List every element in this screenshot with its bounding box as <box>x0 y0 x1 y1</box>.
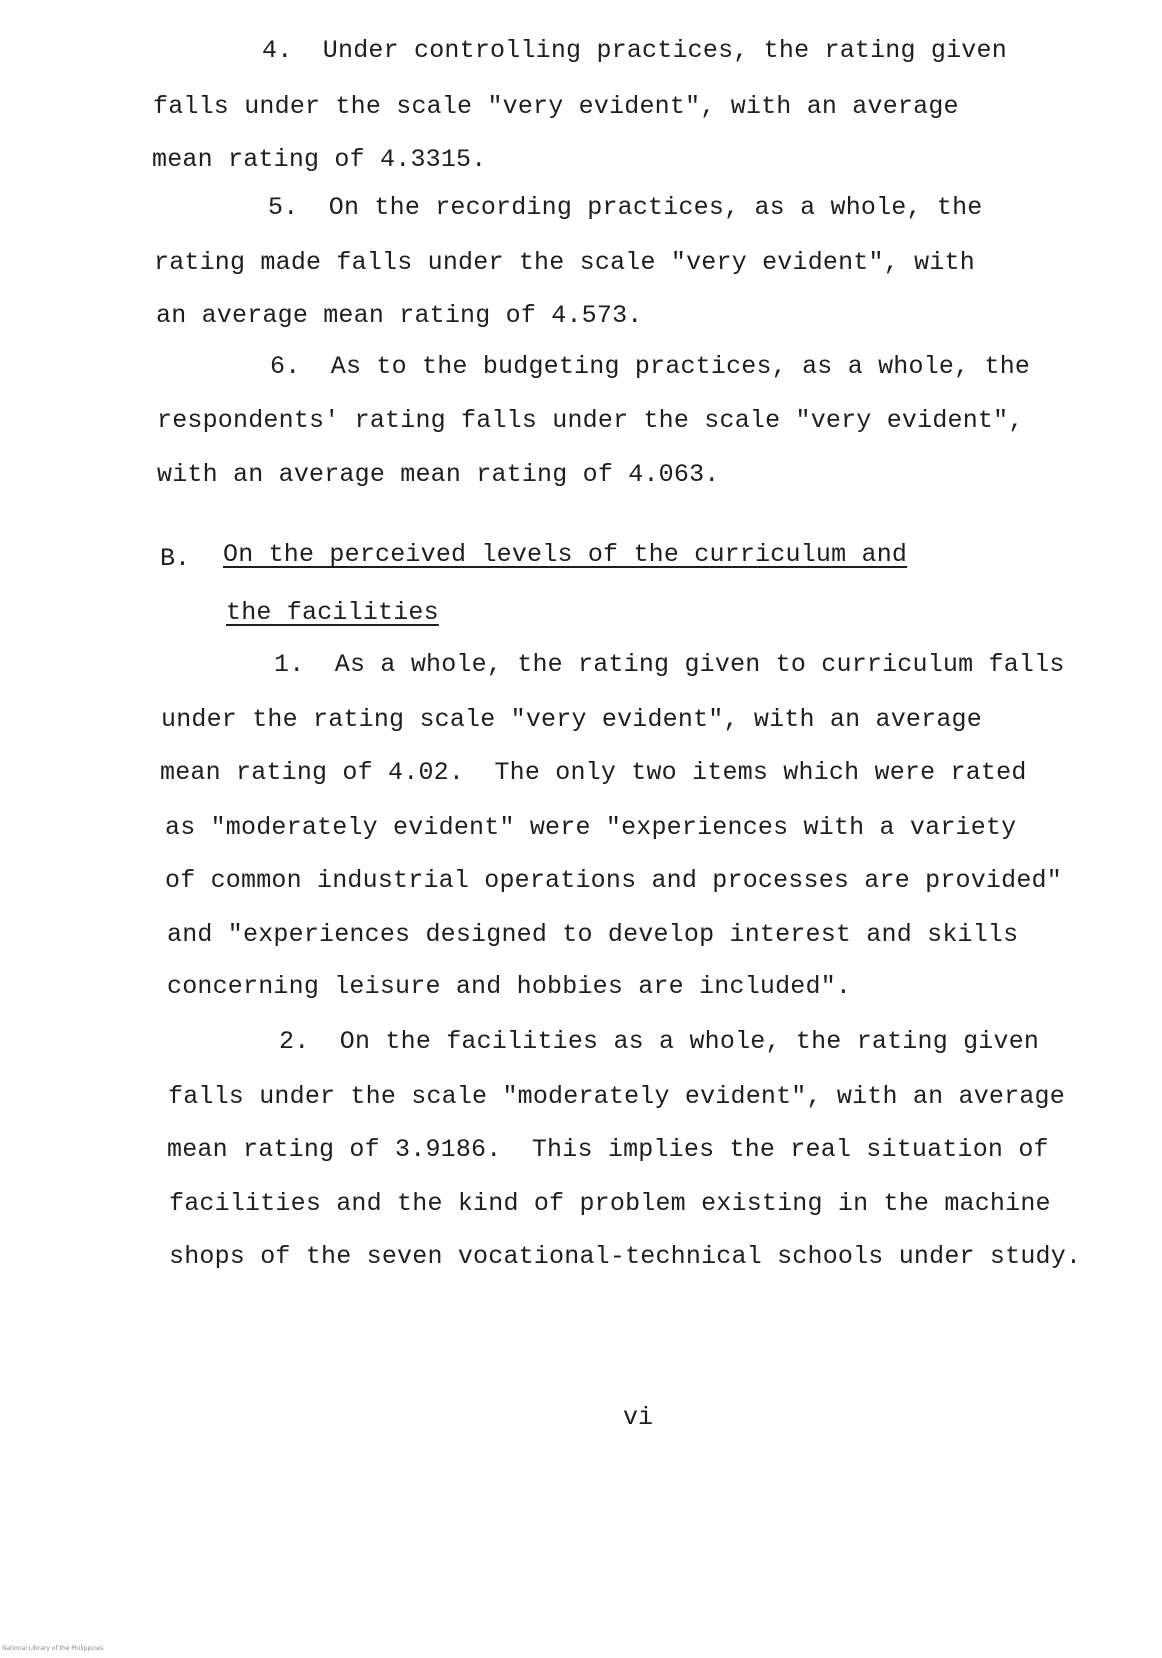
paragraph-6-line-3: with an average mean rating of 4.063. <box>157 460 720 489</box>
paragraph-4-line-1: 4. Under controlling practices, the rating given <box>262 36 1007 65</box>
section-b-paragraph-2-line-5: shops of the seven vocational-technical schools under study. <box>169 1242 1082 1271</box>
page-number: vi <box>623 1403 654 1432</box>
section-b-paragraph-2-line-1: 2. On the facilities as a whole, the rating given <box>279 1027 1040 1056</box>
paragraph-4-line-2: falls under the scale "very evident", with an average <box>153 92 959 121</box>
section-b-paragraph-2-line-2: falls under the scale "moderately evident", with an average <box>168 1082 1065 1111</box>
section-b-paragraph-1-line-1: 1. As a whole, the rating given to curriculum falls <box>274 650 1065 679</box>
paragraph-5-line-3: an average mean rating of 4.573. <box>156 301 643 330</box>
paragraph-6-line-2: respondents' rating falls under the scale "very evident", <box>157 406 1024 435</box>
section-b-paragraph-1-line-2: under the rating scale "very evident", with an average <box>161 705 982 734</box>
section-b-paragraph-2-line-4: facilities and the kind of problem existing in the machine <box>169 1189 1051 1218</box>
section-b-letter: B. <box>160 544 191 573</box>
section-b-paragraph-1-line-7: concerning leisure and hobbies are included". <box>167 972 852 1001</box>
section-b-paragraph-1-line-4: as "moderately evident" were "experiences with a variety <box>165 813 1017 842</box>
paragraph-6-line-1: 6. As to the budgeting practices, as a whole, the <box>270 352 1031 381</box>
scan-footer-note: National Library of the Philippines <box>2 1645 104 1652</box>
paragraph-4-line-3: mean rating of 4.3315. <box>152 145 487 174</box>
paragraph-5-line-2: rating made falls under the scale "very evident", with <box>154 248 975 277</box>
section-b-paragraph-1-line-5: of common industrial operations and processes are provided" <box>165 866 1062 895</box>
section-b-paragraph-2-line-3: mean rating of 3.9186. This implies the real situation of <box>167 1135 1049 1164</box>
section-b-paragraph-1-line-6: and "experiences designed to develop interest and skills <box>167 920 1019 949</box>
section-b-title-line-1: On the perceived levels of the curriculum and <box>223 540 908 569</box>
section-b-title-line-2: the facilities <box>226 598 439 627</box>
paragraph-5-line-1: 5. On the recording practices, as a whole, the <box>268 193 983 222</box>
section-b-paragraph-1-line-3: mean rating of 4.02. The only two items which were rated <box>160 758 1027 787</box>
